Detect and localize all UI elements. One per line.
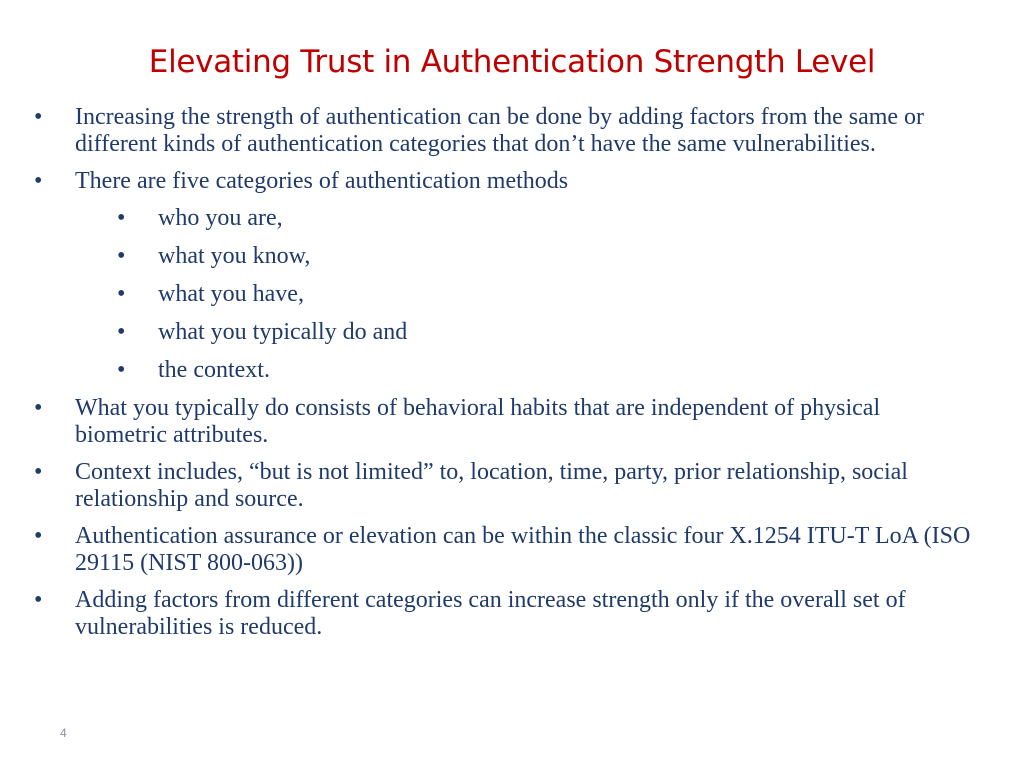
bullet-dot-icon: • bbox=[34, 459, 43, 485]
sub-bullet-text: what you know, bbox=[158, 243, 311, 269]
bullet-text: Context includes, “but is not limited” to, location, time, party, prior relationship, social relationship and source. bbox=[75, 459, 908, 512]
sub-bullet-item bbox=[34, 319, 974, 346]
sub-bullet-item bbox=[34, 281, 974, 308]
bullet-text: There are five categories of authentication methods bbox=[75, 168, 569, 194]
bullet-dot-icon: • bbox=[34, 523, 43, 549]
bullet-dot-icon: • bbox=[34, 168, 43, 194]
bullet-text: Increasing the strength of authentication can be done by adding factors from the same or different kinds of authentication categories that don’t have the same vulnerabilities. bbox=[75, 104, 925, 157]
sub-bullet-text: the context. bbox=[158, 357, 270, 383]
bullet-item bbox=[34, 523, 974, 577]
sub-bullet-text: who you are, bbox=[158, 205, 283, 231]
bullet-dot-icon: • bbox=[34, 395, 43, 421]
page-number: 4 bbox=[60, 726, 67, 740]
bullet-text: What you typically do consists of behavioral habits that are independent of physical biometric attributes. bbox=[75, 395, 881, 448]
bullet-item bbox=[34, 168, 974, 195]
sub-bullet-text: what you have, bbox=[158, 281, 304, 307]
bullet-dot-icon: • bbox=[117, 243, 126, 269]
bullet-item bbox=[34, 459, 974, 513]
bullet-text: Adding factors from different categories can increase strength only if the overall set of vulnerabilities is reduced. bbox=[75, 587, 906, 640]
sub-bullet-item bbox=[34, 205, 974, 232]
slide-body bbox=[34, 104, 974, 651]
bullet-dot-icon: • bbox=[34, 587, 43, 613]
bullet-text: Authentication assurance or elevation can be within the classic four X.1254 ITU-T LoA (ISO 29115 (NIST 800-063)) bbox=[75, 523, 971, 576]
sub-bullet-text: what you typically do and bbox=[158, 319, 408, 345]
bullet-dot-icon: • bbox=[117, 281, 126, 307]
bullet-dot-icon: • bbox=[117, 319, 126, 345]
bullet-item bbox=[34, 395, 974, 449]
sub-bullet-item bbox=[34, 243, 974, 270]
bullet-item bbox=[34, 104, 974, 158]
bullet-dot-icon: • bbox=[34, 104, 43, 130]
slide-title: Elevating Trust in Authentication Strength Level bbox=[148, 44, 876, 80]
sub-bullet-item bbox=[34, 357, 974, 384]
bullet-item bbox=[34, 587, 974, 641]
bullet-dot-icon: • bbox=[117, 357, 126, 383]
bullet-dot-icon: • bbox=[117, 205, 126, 231]
